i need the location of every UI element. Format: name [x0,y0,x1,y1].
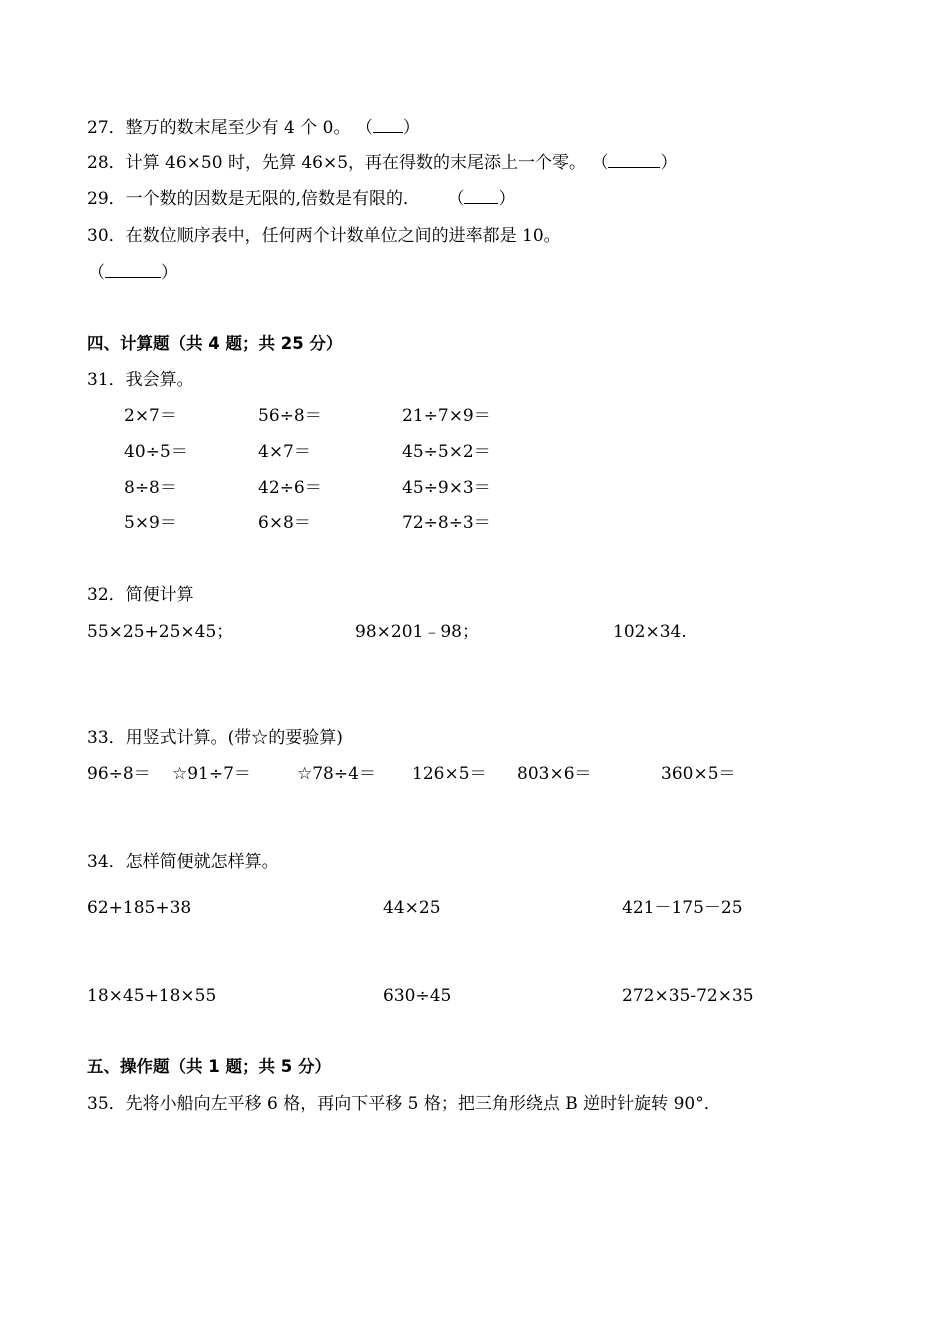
calc-item: ☆78÷4＝ [297,764,376,784]
calc-item: 18×45+18×55 [87,986,217,1006]
calc-item: 96÷8＝ [87,764,151,784]
answer-blank-27[interactable] [373,118,403,133]
calc-item: 62+185+38 [87,898,192,918]
question-34-title: 34．怎样简便就怎样算。 [87,852,279,872]
calc-item: 2×7＝ [124,406,177,426]
answer-paren-28: （ ） [591,153,678,173]
calc-item: 98×201﹣98； [355,622,479,642]
calc-item: 126×5＝ [412,764,487,784]
question-33-title: 33．用竖式计算。(带☆的要验算) [87,728,343,748]
answer-blank-28[interactable] [608,153,660,168]
answer-paren-27: （ ） [355,118,420,138]
calc-item: 803×6＝ [517,764,592,784]
question-28-text: 28．计算 46×50 时，先算 46×5，再在得数的末尾添上一个零。 [87,153,587,173]
calc-item: 5×9＝ [124,513,177,533]
question-35: 35．先将小船向左平移 6 格，再向下平移 5 格；把三角形绕点 B 逆时针旋转 90°． [87,1094,721,1114]
calc-item: 6×8＝ [258,513,311,533]
question-29-text: 29．一个数的因数是无限的,倍数是有限的． [87,189,421,209]
section-5-heading: 五、操作题（共 1 题；共 5 分） [87,1057,331,1076]
answer-paren-30: （ ） [88,263,178,283]
question-32-title: 32．简便计算 [87,585,194,605]
calc-item: 44×25 [383,898,441,918]
calc-item: 72÷8÷3＝ [402,513,491,533]
calc-item: 45÷9×3＝ [402,478,491,498]
calc-item: 630÷45 [383,986,452,1006]
calc-item: 360×5＝ [661,764,736,784]
calc-item: 8÷8＝ [124,478,177,498]
calc-item: 45÷5×2＝ [402,442,491,462]
question-28 [87,152,677,174]
answer-paren-29: （ ） [447,189,516,209]
calc-item: 55×25+25×45； [87,622,234,642]
calc-item: 56÷8＝ [258,406,322,426]
calc-item: 102×34. [613,622,687,642]
question-31-title: 31．我会算。 [87,370,194,390]
question-27-text: 27．整万的数末尾至少有 4 个 0。 [87,118,351,138]
calc-item: 21÷7×9＝ [402,406,491,426]
calc-item: 421－175－25 [622,898,743,918]
calc-item: ☆91÷7＝ [172,764,251,784]
calc-item: 42÷6＝ [258,478,322,498]
question-30-text: 30．在数位顺序表中，任何两个计数单位之间的进率都是 10。 [87,226,561,246]
question-30 [87,225,561,247]
section-4-heading: 四、计算题（共 4 题；共 25 分） [87,334,343,353]
question-27 [87,117,420,139]
calc-item: 40÷5＝ [124,442,188,462]
calc-item: 4×7＝ [258,442,311,462]
answer-blank-30[interactable] [105,263,161,278]
calc-item: 272×35-72×35 [622,986,754,1006]
question-29 [87,188,515,210]
answer-blank-29[interactable] [464,189,498,204]
